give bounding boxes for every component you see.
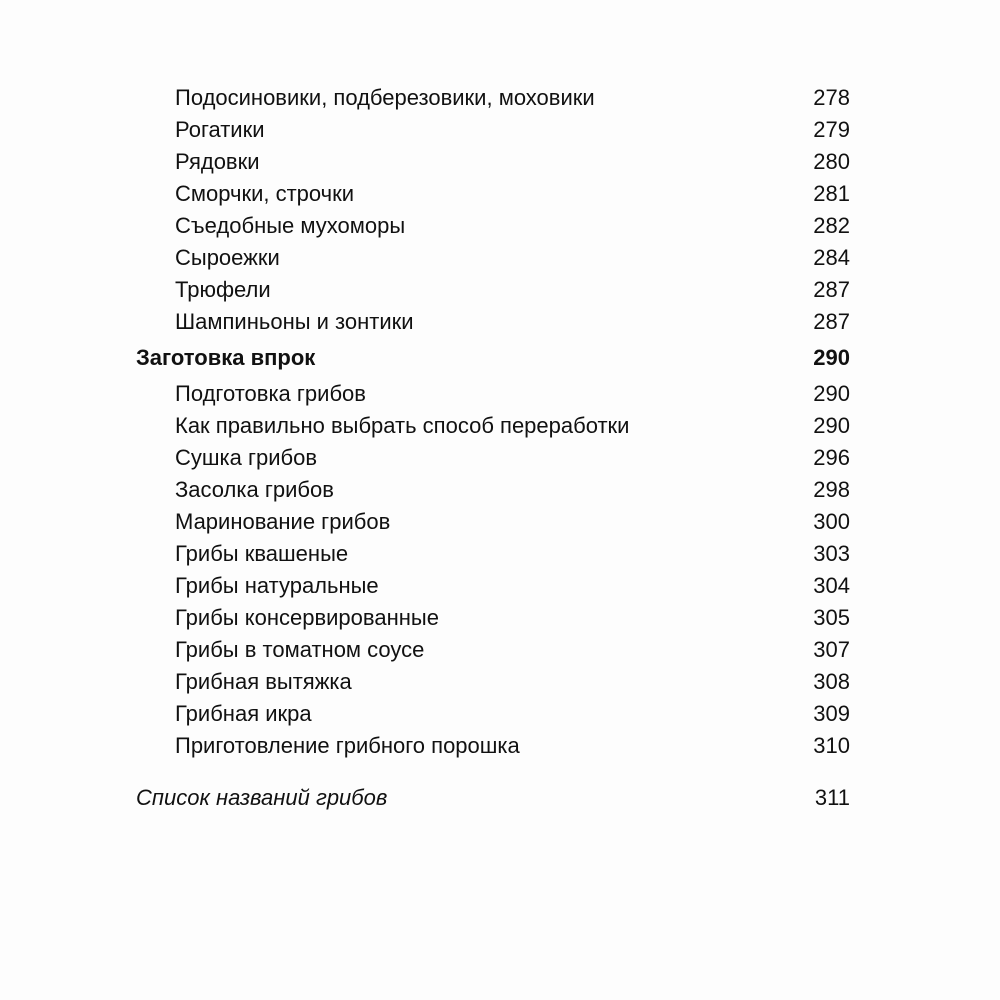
toc-entry: [0, 306, 1000, 338]
toc-entry: [0, 730, 1000, 762]
toc-entry: [0, 146, 1000, 178]
toc-entry: [0, 538, 1000, 570]
toc-entry-title: Сушка грибов: [175, 445, 318, 470]
toc-entry: [0, 442, 1000, 474]
index-title: Список названий грибов: [136, 785, 388, 810]
toc-entry-title: Подготовка грибов: [175, 381, 366, 406]
toc-entry-page: 290: [813, 381, 850, 406]
toc-entry-title: Как правильно выбрать способ переработки: [175, 413, 630, 438]
toc-entry-page: 279: [813, 117, 850, 142]
toc-entry-page: 296: [813, 445, 850, 470]
toc-entry-page: 287: [813, 277, 850, 302]
toc-entry-page: 304: [813, 573, 850, 598]
toc-entry-page: 281: [813, 181, 850, 206]
toc-entry: [0, 178, 1000, 210]
toc-entry-title: Грибы в томатном соусе: [175, 637, 425, 662]
toc-entry-page: 284: [813, 245, 850, 270]
toc-entry: [0, 570, 1000, 602]
toc-entry-title: Грибная икра: [175, 701, 312, 726]
toc-entry-title: Съедобные мухоморы: [175, 213, 406, 238]
toc-entry-title: Сыроежки: [175, 245, 280, 270]
toc-entry-page: 305: [813, 605, 850, 630]
toc-section-heading: [0, 342, 1000, 374]
toc-entry-page: 310: [813, 733, 850, 758]
toc-entry: [0, 82, 1000, 114]
toc-entry: [0, 274, 1000, 306]
toc-entry-title: Грибная вытяжка: [175, 669, 352, 694]
toc-index-entry: [0, 782, 1000, 814]
toc-entry: [0, 210, 1000, 242]
toc-entry: [0, 634, 1000, 666]
index-page: 311: [814, 785, 850, 810]
toc-entry-title: Засолка грибов: [175, 477, 334, 502]
toc-entry-page: 300: [813, 509, 850, 534]
toc-entry-page: 308: [813, 669, 850, 694]
toc-entry-page: 287: [813, 309, 850, 334]
toc-entry: [0, 602, 1000, 634]
toc-entry-page: 280: [813, 149, 850, 174]
toc-entry: [0, 506, 1000, 538]
toc-entry-title: Рогатики: [175, 117, 265, 142]
toc-entry-page: 298: [813, 477, 850, 502]
toc-entry-page: 278: [813, 85, 850, 110]
toc-entry-title: Грибы натуральные: [175, 573, 379, 598]
toc-entry: [0, 474, 1000, 506]
toc-entry-page: 303: [813, 541, 850, 566]
toc-entry-title: Грибы консервированные: [175, 605, 439, 630]
toc-entry-page: 309: [813, 701, 850, 726]
toc-entry-title: Подосиновики, подберезовики, моховики: [175, 85, 595, 110]
toc-entry-title: Шампиньоны и зонтики: [175, 309, 414, 334]
toc-entry: [0, 410, 1000, 442]
toc-entry: [0, 114, 1000, 146]
toc-entry-title: Трюфели: [175, 277, 271, 302]
toc-entry-page: 290: [813, 413, 850, 438]
toc-entry: [0, 666, 1000, 698]
toc-entry-title: Грибы квашеные: [175, 541, 349, 566]
toc-entry: [0, 698, 1000, 730]
toc-entry-title: Рядовки: [175, 149, 260, 174]
toc-entry: [0, 242, 1000, 274]
section-title: Заготовка впрок: [136, 345, 316, 370]
section-page: 290: [813, 345, 850, 370]
toc-entry-page: 282: [813, 213, 850, 238]
toc-entry-title: Сморчки, строчки: [175, 181, 355, 206]
toc-entry: [0, 378, 1000, 410]
toc-entry-title: Маринование грибов: [175, 509, 391, 534]
toc-entry-page: 307: [813, 637, 850, 662]
toc-entry-title: Приготовление грибного порошка: [175, 733, 520, 758]
